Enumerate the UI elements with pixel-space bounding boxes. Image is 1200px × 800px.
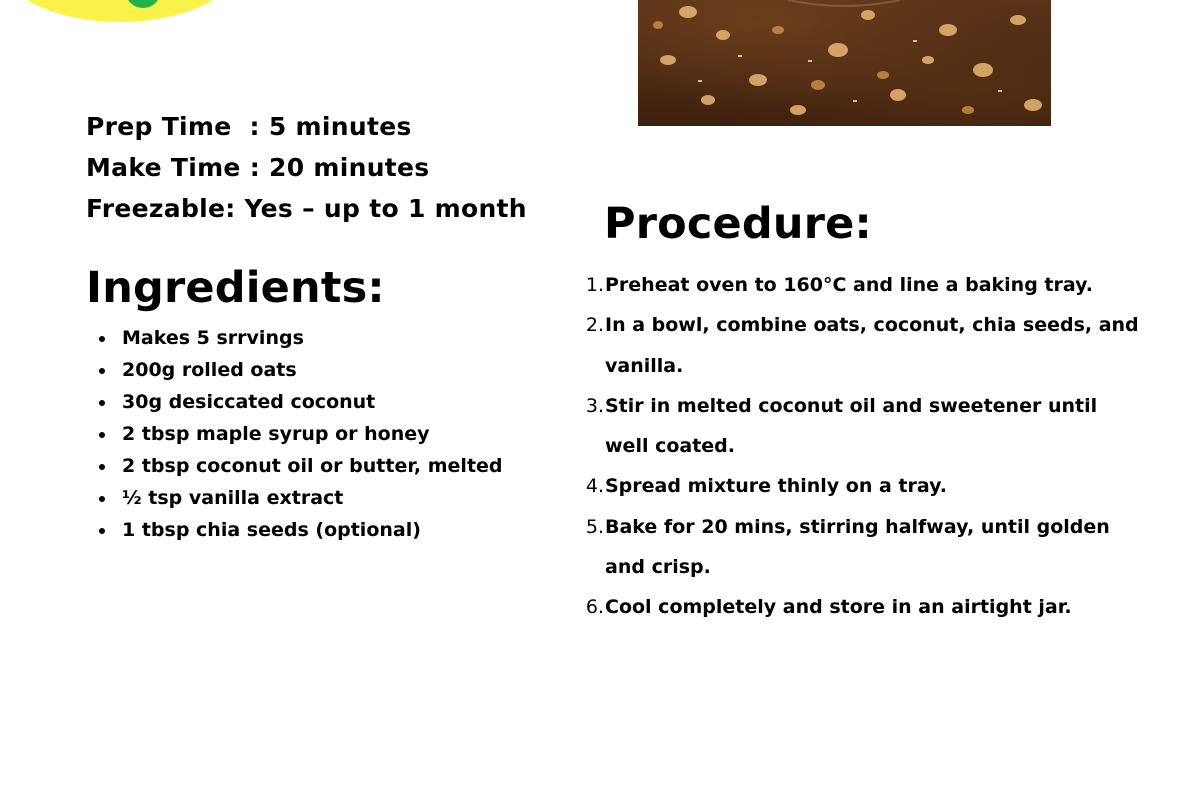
ingredient-item: 2 tbsp coconut oil or butter, melted	[96, 450, 503, 482]
step-text: Stir in melted coconut oil and sweetener until well coated.	[605, 394, 1098, 458]
step-text: Cool completely and store in an airtight jar.	[605, 596, 1072, 619]
step-number: 4.	[585, 475, 604, 498]
step-number: 3.	[585, 394, 604, 417]
oats-scatter-image	[638, 0, 1051, 126]
procedure-step	[580, 466, 1140, 506]
step-number: 2.	[585, 314, 604, 337]
step-text: In a bowl, combine oats, coconut, chia seeds, and vanilla.	[605, 314, 1139, 377]
ingredient-item: 1 tbsp chia seeds (optional)	[96, 514, 503, 546]
decorative-green-dot	[125, 0, 161, 8]
recipe-meta	[86, 106, 527, 229]
ingredient-item: Makes 5 srrvings	[96, 322, 503, 354]
ingredient-item: 30g desiccated coconut	[96, 386, 503, 418]
decorative-yellow-blob	[0, 0, 240, 22]
ingredient-item: 2 tbsp maple syrup or honey	[96, 418, 503, 450]
ingredient-item: 200g rolled oats	[96, 354, 503, 386]
procedure-step	[580, 305, 1140, 386]
step-number: 6.	[585, 596, 604, 619]
procedure-heading: Procedure:	[604, 199, 872, 249]
step-text: Preheat oven to 160°C and line a baking tray.	[605, 274, 1093, 296]
procedure-step	[580, 587, 1140, 627]
procedure-list	[580, 265, 1140, 628]
granola-photo	[638, 0, 1051, 126]
procedure-step	[580, 386, 1140, 467]
step-text: Bake for 20 mins, stirring halfway, until golden and crisp.	[605, 515, 1110, 579]
step-number: 5.	[585, 515, 604, 538]
freezable-info: Freezable: Yes – up to 1 month	[86, 194, 527, 223]
ingredients-heading: Ingredients:	[86, 263, 385, 313]
prep-time: Prep Time : 5 minutes	[86, 112, 412, 141]
procedure-step	[580, 265, 1140, 305]
ingredient-item: ½ tsp vanilla extract	[96, 482, 503, 514]
step-text: Spread mixture thinly on a tray.	[605, 475, 947, 498]
procedure-step	[580, 507, 1140, 588]
make-time: Make Time : 20 minutes	[86, 153, 430, 182]
step-number: 1.	[585, 274, 604, 296]
ingredients-list	[96, 322, 503, 546]
